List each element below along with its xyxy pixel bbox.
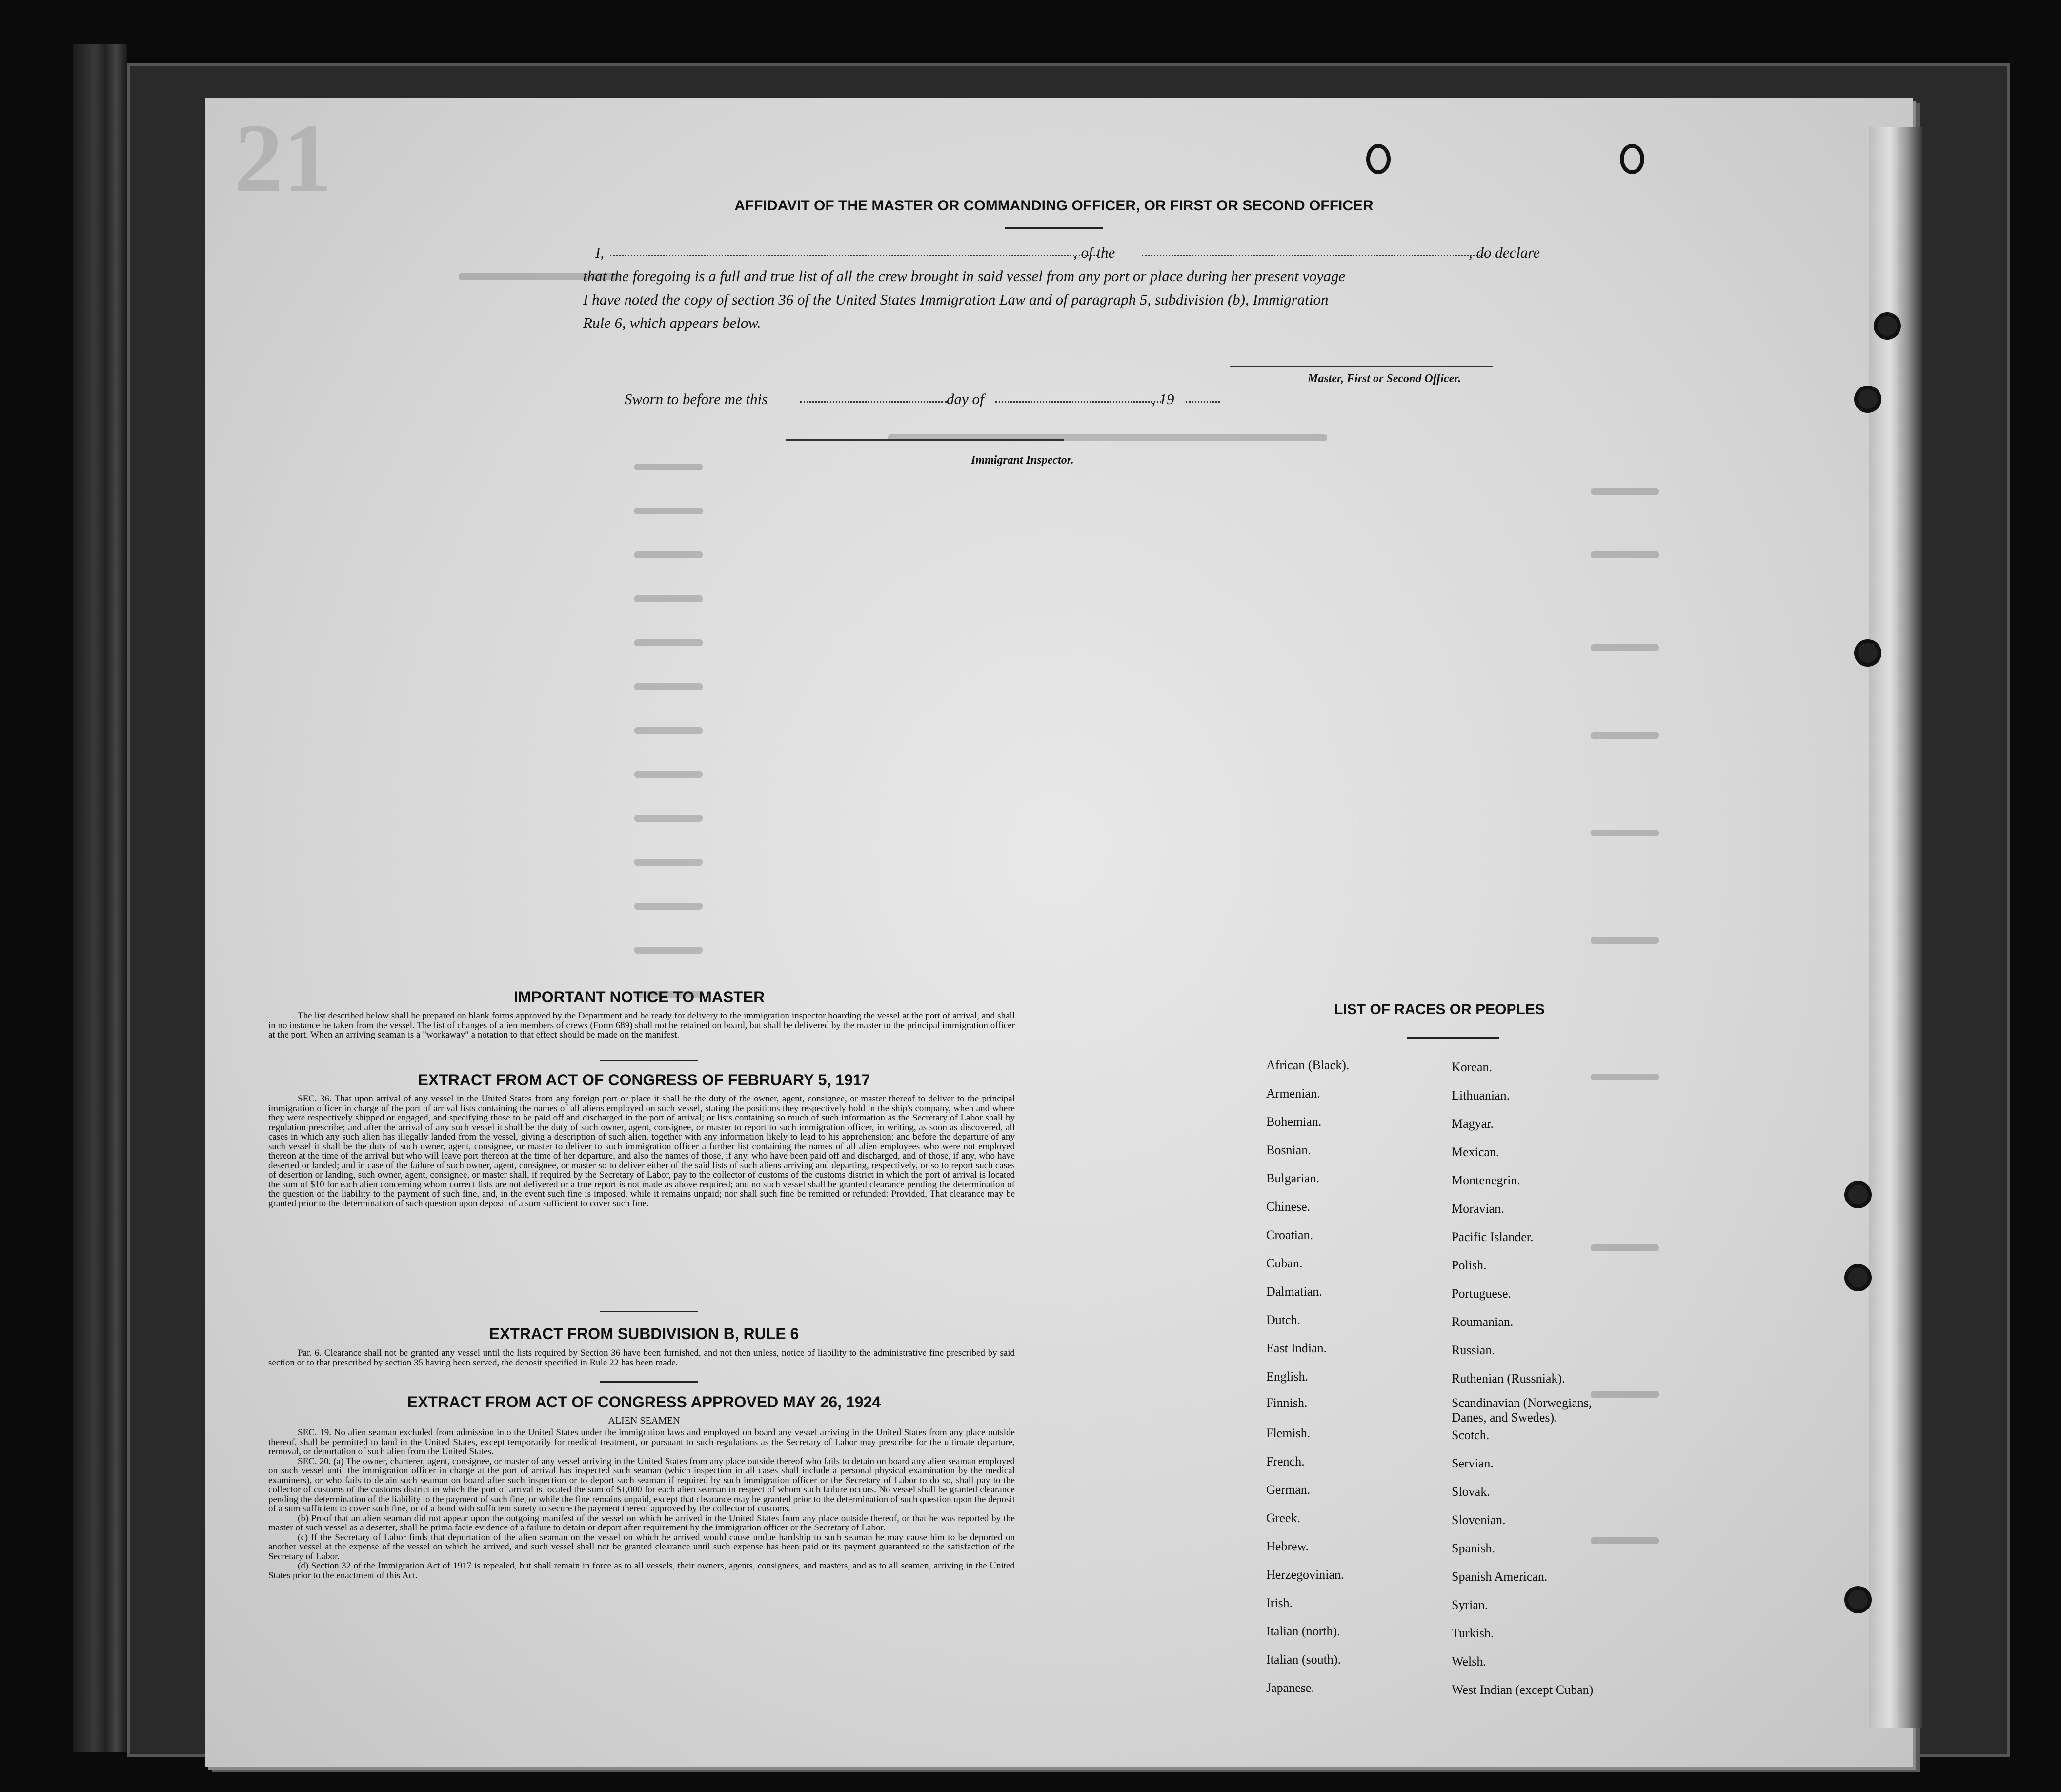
bleed-through-marks <box>634 859 703 866</box>
bleed-through-marks <box>634 771 703 778</box>
master-signature-line <box>1230 366 1493 367</box>
bleed-through-marks <box>634 903 703 910</box>
sworn-label: Sworn to before me this <box>625 390 768 407</box>
race-item: Roumanian. <box>1452 1315 1514 1329</box>
race-item: Ruthenian (Russniak). <box>1452 1371 1565 1385</box>
race-item: Pacific Islander. <box>1452 1230 1534 1244</box>
section-36-paragraph: SEC. 36. That upon arrival of any vessel in the United States from any foreign port or place it shall be the duty of the owner, agent, consignee, or master thereof to deliver to the principal immigration officer in charge of the port of arrival lists containing the names of all aliens employed on such vessel, stating the positions they respectively hold in the ship's company, when and where they were respectively shipped or engaged, and specifying those to be paid off and discharged in the port of arrival; or lists containing so much of such information as the Secretary of Labor shall by regulation prescribe; and after the arrival of any such vessel it shall be the duty of such owner, agent, consignee, or master to report to such immigration officer, in writing, as soon as discovered, all cases in which any such alien has illegally landed from the vessel, giving a description of such alien, together with any information likely to lead to his apprehension; and before the departure of any such vessel it shall be the duty of such owner, agent, consignee, or master to deliver to such immigration officer a further list containing the names of all alien employees who were not employed thereon at the time of the arrival but who will leave port thereon at the time of her departure, and also the names of those, if any, who have been paid off and discharged, and of those, if any, who have deserted or landed; and in case of the failure of such owner, agent, consignee, or master so to deliver either of the said lists of such aliens arriving and departing, respectively, or so to report such cases of desertion or landing, such owner, agent, consignee, or master shall, if required by the Secretary of Labor, pay to the collector of customs of the customs district in which the port of arrival is located the sum of $10 for each alien concerning whom correct lists are not delivered or a true report is not made as above required; and no such vessel shall be granted clearance pending the determination of the question of the liability to the payment of such fine, and, in the event such fine is imposed, while it remains unpaid; nor shall such fine be remitted or refunded: Provided, That clearance may be granted prior to the determination of such question upon deposit of a sum sufficient to cover such fine. <box>268 1094 1015 1209</box>
race-item: Scotch. <box>1452 1428 1490 1442</box>
section-20d-paragraph: (d) Section 32 of the Immigration Act of 1917 is repealed, but shall remain in force as to all vessels, their owners, agents, consignees, and masters, and as to all seamen, arriving in the United States prior to the enactment of this Act. <box>268 1561 1015 1581</box>
bleed-through-marks <box>1591 644 1659 651</box>
sworn-day-blank <box>800 401 947 403</box>
bleed-through-marks <box>634 639 703 646</box>
affidavit-line-2: I have noted the copy of section 36 of the United States Immigration Law and of paragraph 5, subdivision (b), Immigration <box>583 291 1329 308</box>
extract-1917-title: EXTRACT FROM ACT OF CONGRESS OF FEBRUARY 5, 1917 <box>418 1071 870 1089</box>
notice-rule <box>600 1060 698 1061</box>
race-item: Magyar. <box>1452 1117 1494 1131</box>
bleed-through-marks <box>1591 830 1659 836</box>
section-20c-paragraph: (c) If the Secretary of Labor finds that deportation of the alien seaman on the vessel on which he arrived would cause undue hardship to such seaman he may cause him to be deported on another vessel at the expense of the vessel on which he arrived, and such vessel shall not be granted clearance until such expense has been paid or its payment guaranteed to the satisfaction of the Secretary of Labor. <box>268 1532 1015 1562</box>
affidavit-i-label: I, <box>595 244 605 261</box>
bleed-through-marks <box>1591 937 1659 944</box>
race-item: French. <box>1266 1454 1305 1468</box>
inspector-signature-label: Immigrant Inspector. <box>971 454 1074 467</box>
title-rule <box>1005 227 1103 229</box>
bleed-through-marks <box>634 815 703 822</box>
race-item: Dalmatian. <box>1266 1284 1322 1299</box>
section-20b-paragraph: (b) Proof that an alien seaman did not appear upon the outgoing manifest of the vessel on which he arrived in the United States from any place outside thereof, or that he was reported by the master of such vessel as a deserter, shall be prima facie evidence of a failure to detain or deport after requirement by the immigration officer or the Secretary of Labor. <box>268 1513 1015 1533</box>
race-item: African (Black). <box>1266 1058 1350 1072</box>
affidavit-title: AFFIDAVIT OF THE MASTER OR COMMANDING OFFICER, OR FIRST OR SECOND OFFICER <box>734 198 1374 214</box>
master-signature-label: Master, First or Second Officer. <box>1308 372 1461 385</box>
extract-rule6-rule <box>600 1381 698 1383</box>
race-item: Syrian. <box>1452 1598 1488 1612</box>
race-item: Croatian. <box>1266 1228 1313 1242</box>
bleed-through-marks <box>634 464 703 470</box>
race-item: Greek. <box>1266 1511 1301 1525</box>
race-item: West Indian (except Cuban) <box>1452 1683 1594 1697</box>
race-item: Polish. <box>1452 1258 1487 1272</box>
race-item: Italian (south). <box>1266 1652 1341 1667</box>
race-item: Italian (north). <box>1266 1624 1340 1638</box>
day-of-label: day of <box>947 390 984 407</box>
name-blank <box>610 255 1098 256</box>
affidavit-line-3: Rule 6, which appears below. <box>583 314 761 331</box>
races-rule <box>1407 1037 1499 1039</box>
bleed-through-marks <box>634 551 703 558</box>
extract-rule6-text <box>268 1348 1015 1367</box>
race-item: Turkish. <box>1452 1626 1494 1640</box>
binder-spine <box>73 44 127 1752</box>
affidavit-do-declare-label: , do declare <box>1469 244 1540 261</box>
race-item: Scandinavian (Norwegians, Danes, and Swedes). <box>1452 1396 1592 1425</box>
race-item: Mexican. <box>1452 1145 1499 1159</box>
bleed-through-marks <box>634 595 703 602</box>
race-item: Armenian. <box>1266 1086 1320 1100</box>
binder-ring <box>1844 1264 1872 1291</box>
notice-text <box>268 1011 1015 1040</box>
binder-ring <box>1844 1181 1872 1208</box>
race-item: Hebrew. <box>1266 1539 1309 1553</box>
paragraph-6: Par. 6. Clearance shall not be granted any vessel until the lists required by Section 36 have been furnished, and not then unless, notice of liability to the administrative fine prescribed by said section or to that prescribed by section 35 having been served, the deposit specified in Rule 22 has been made. <box>268 1348 1015 1368</box>
race-item: Slovenian. <box>1452 1513 1506 1527</box>
year-label: , 19 <box>1152 390 1174 407</box>
bleed-through-page-number: 21 <box>234 104 332 212</box>
inspector-signature-line <box>786 439 1064 441</box>
section-19-paragraph: SEC. 19. No alien seaman excluded from admission into the United States under the immigration laws and employed on board any vessel arriving in the United States from any place outside thereof, shall be permitted to land in the United States, except temporarily for medical treatment, or pursuant to such regulations as the Secretary of Labor may prescribe for the ultimate departure, removal, or deportation of such alien from the United States. <box>268 1427 1015 1457</box>
bleed-through-marks <box>634 947 703 954</box>
bleed-through-marks <box>1591 732 1659 739</box>
binder-ring <box>1844 1586 1872 1613</box>
punch-hole <box>1366 144 1391 174</box>
races-title: LIST OF RACES OR PEOPLES <box>1334 1001 1545 1018</box>
extract-1917-rule <box>600 1311 698 1312</box>
race-item: Lithuanian. <box>1452 1088 1510 1102</box>
race-item: Japanese. <box>1266 1681 1314 1695</box>
vessel-blank <box>1142 255 1483 256</box>
section-20a-paragraph: SEC. 20. (a) The owner, charterer, agent, consignee, or master of any vessel arriving in the United States from any place outside thereof who fails to detain on board any alien seaman employed on such vessel until the immigration officer in charge at the port of arrival has inspected such seaman (which inspection in all cases shall include a personal physical examination by the medical examiners), or who fails to detain such seaman on board after such inspection or to deport such seaman if required by such immigration officer or the Secretary of Labor to do so, shall pay to the collector of customs of the customs district in which the port of arrival is located the sum of $1,000 for each alien seaman in respect of whom such failure occurs. No vessel shall be granted clearance pending the determination of the liability to the payment of such fine, or while the fine remains unpaid, except that clearance may be granted prior to the determination of such question upon the deposit of a sum sufficient to cover such fine, or of a bond with sufficient surety to secure the payment thereof approved by the collector of customs. <box>268 1456 1015 1514</box>
race-item: German. <box>1266 1483 1311 1497</box>
race-item: Bosnian. <box>1266 1143 1311 1157</box>
affidavit-of-the-label: , of the <box>1073 244 1115 261</box>
manifest-page <box>205 98 1913 1767</box>
binder-ring <box>1854 639 1881 667</box>
alien-seamen-subtitle: ALIEN SEAMEN <box>608 1415 680 1426</box>
race-item: Slovak. <box>1452 1485 1490 1499</box>
bleed-through-marks <box>1591 488 1659 495</box>
race-item: Dutch. <box>1266 1313 1301 1327</box>
race-item: Chinese. <box>1266 1200 1311 1214</box>
affidavit-line-1: that the foregoing is a full and true list of all the crew brought in said vessel from any port or place during her present voyage <box>583 267 1346 285</box>
race-item: Moravian. <box>1452 1201 1504 1216</box>
race-item: Cuban. <box>1266 1256 1303 1270</box>
extract-1917-text <box>268 1094 1015 1208</box>
race-item: Spanish. <box>1452 1541 1495 1555</box>
race-item: Finnish. <box>1266 1396 1308 1410</box>
bleed-through-marks <box>634 508 703 514</box>
bleed-through-marks <box>1591 1074 1659 1080</box>
race-item: Herzegovinian. <box>1266 1568 1344 1582</box>
bleed-through-marks <box>1591 1537 1659 1544</box>
extract-1924-title: EXTRACT FROM ACT OF CONGRESS APPROVED MAY 26, 1924 <box>407 1393 881 1411</box>
race-item: Flemish. <box>1266 1426 1311 1440</box>
binder-ring <box>1854 386 1881 413</box>
punch-hole <box>1620 144 1644 174</box>
race-item: Bohemian. <box>1266 1115 1322 1129</box>
sworn-month-blank <box>995 401 1161 403</box>
binder-ring <box>1874 312 1901 340</box>
race-item: Servian. <box>1452 1456 1494 1470</box>
bleed-through-marks <box>1591 1244 1659 1251</box>
bleed-through-marks <box>1591 551 1659 558</box>
race-item: Spanish American. <box>1452 1569 1548 1584</box>
race-item: English. <box>1266 1369 1308 1384</box>
sworn-year-blank <box>1186 401 1220 403</box>
race-item: Welsh. <box>1452 1654 1486 1669</box>
notice-title: IMPORTANT NOTICE TO MASTER <box>513 988 765 1006</box>
race-item: Irish. <box>1266 1596 1293 1610</box>
extract-rule6-title: EXTRACT FROM SUBDIVISION B, RULE 6 <box>489 1325 799 1343</box>
race-item: Russian. <box>1452 1343 1495 1357</box>
race-item: East Indian. <box>1266 1341 1327 1355</box>
notice-paragraph: The list described below shall be prepared on blank forms approved by the Department and be ready for delivery to the immigration inspector boarding the vessel at the port of arrival, and shall in no instance be taken from the vessel. The list of changes of alien members of crews (Form 689) shall not be retained on board, but shall be delivered by the master to the principal immigration officer at the port. When an arriving seaman is a "workaway" a notation to that effect should be made on the manifest. <box>268 1011 1015 1040</box>
race-item: Portuguese. <box>1452 1286 1512 1301</box>
extract-1924-text <box>268 1428 1015 1580</box>
page-edge-binding <box>1869 127 1922 1728</box>
bleed-through-marks <box>634 683 703 690</box>
race-item: Bulgarian. <box>1266 1171 1320 1185</box>
race-item: Korean. <box>1452 1060 1493 1074</box>
race-item: Montenegrin. <box>1452 1173 1520 1187</box>
bleed-through-marks <box>634 727 703 734</box>
